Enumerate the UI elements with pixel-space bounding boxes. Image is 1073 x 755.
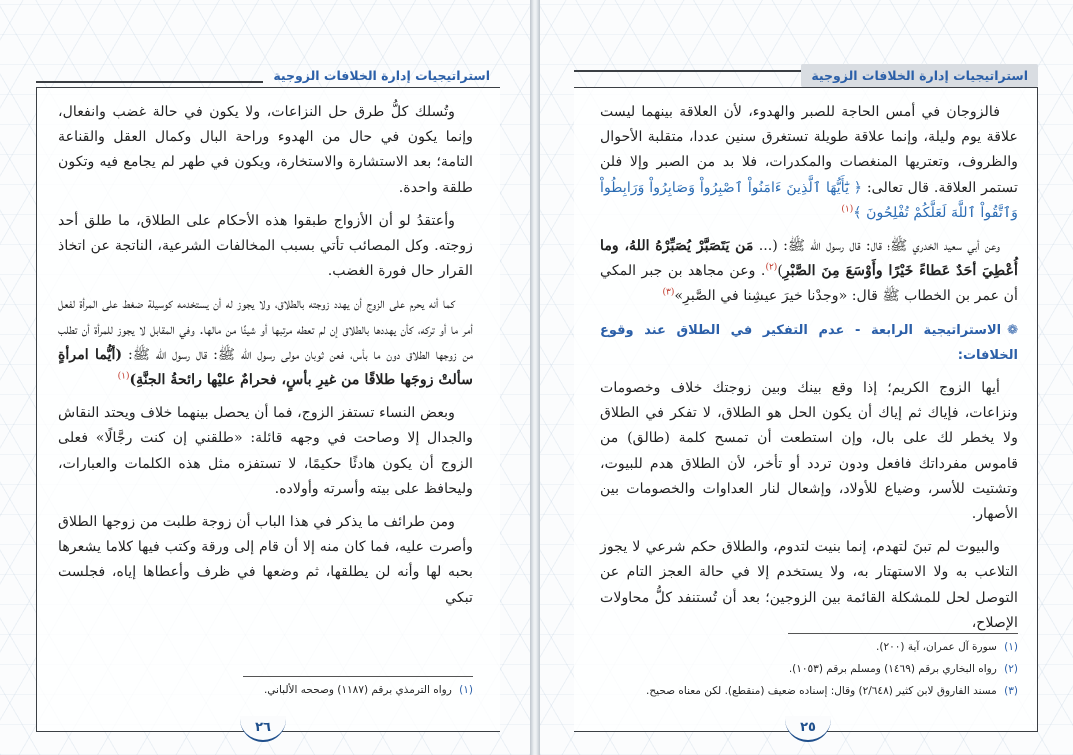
footnote-text: مسند الفاروق لابن كثير (٢/٦٤٨) وقال: إسناده ضعيف (منقطع). لكن معناه صحيح. — [646, 685, 997, 697]
right-page-body — [600, 100, 1018, 644]
right-footnotes — [600, 633, 1018, 702]
footnote-ref[interactable]: (٢) — [765, 262, 778, 273]
paragraph-text: كما أنه يحرم على الزوج أن يهدد زوجته بالطلاق، ولا يجوز له أن يستخدمه كوسيلة ضغط على المرأة لفعل أمر ما أو تركه، كأن يهددها بالطلاق إن لم تعطه مرتبها أو شيئًا من مالها. وفي المقابل لا يجوز للمرأة أن تطلب من زوجها الطلاق دون ما بأس، فعن ثوبان مولى رسول الله ﷺ: قال رسول الله ﷺ: — [58, 296, 473, 363]
footnote — [600, 636, 1018, 658]
paragraph-text: . وعن مجاهد بن جبر المكي أن عمر بن الخطاب ﷺ قال: «وجدْنا خيرَ عيشِنا في الصَّبرِ» — [600, 263, 1018, 305]
paragraph: أيها الزوج الكريم؛ إذا وقع بينك وبين زوجتك خلاف وخصومات ونزاعات، فإياك ثم إياك أن يكون الحل هو الطلاق، لا تفكر في الطلاق ولا يخطر لك على بال، وإن استطعت أن تمسح كلمة (طالق) من قاموس مفرداتك فافعل ودون تردد أو تأخر، لأن الطلاق هدم للبيوت، وتشتيت للأسر، وضياع للأولاد، وإشعال لنار العداوات والخصومات بين الأصهار. — [600, 380, 1018, 523]
left-footnotes — [58, 676, 473, 701]
header-rule — [36, 81, 263, 83]
footnote-number: (٢) — [1004, 663, 1018, 675]
footnote — [600, 658, 1018, 680]
paragraph-with-hadith — [58, 292, 473, 393]
left-page-header — [36, 62, 500, 88]
footnote-number: (١) — [459, 684, 473, 696]
flower-ornament-icon: ❁ — [1007, 322, 1018, 338]
footnote — [600, 680, 1018, 702]
running-header-title: استراتيجيات إدارة الخلافات الزوجية — [273, 67, 490, 83]
paragraph-with-hadith — [600, 234, 1018, 310]
paragraph: ومن طرائف ما يذكر في هذا الباب أن زوجة طلبت من زوجها الطلاق وأصرت عليه، فما كان منه إلا أن قام إلى ورقة وكتب فيها كلاما يشعرها بحبه لها وأنه لن يطلقها، ثم وضعها في ظرف وأعطاها إياه، فجلست تبكي — [58, 514, 473, 606]
paragraph: وأعتقدُ لو أن الأزواج طبقوا هذه الأحكام على الطلاق، ما طلق أحد زوجته. وكل المصائب تأتي بسبب المخالفات الشرعية، الناتجة عن اتخاذ القرار حال فورة الغضب. — [58, 212, 473, 280]
section-heading — [600, 318, 1018, 368]
footnote-divider — [788, 633, 1018, 634]
header-rule — [574, 70, 830, 72]
paragraph-with-quran — [600, 100, 1018, 226]
page-number: ٢٥ — [785, 716, 831, 742]
running-header-title: استراتيجيات إدارة الخلافات الزوجية — [801, 64, 1038, 87]
footnote-text: رواه الترمذي برقم (١١٨٧) وصححه الألباني. — [263, 684, 452, 696]
paragraph-text: فالزوجان في أمس الحاجة للصبر والهدوء، لأن العلاقة بينهما ليست علاقة يوم وليلة، وإنما علاقة طويلة تستغرق سنين عددا، متقلبة الأحوال والظروف، وتعتريها المنغصات والمكدرات، فلا بد من الصبر وإلا فلن تستمر العلاقة. قال تعالى: — [600, 104, 1018, 196]
footnote-number: (٣) — [1004, 685, 1018, 697]
paragraph-text: وعن أبي سعيد الخدري ﷺ؛ قال: قال رسول الله ﷺ: (... — [753, 238, 1000, 255]
paragraph-text: ) — [777, 263, 783, 280]
footnote-number: (١) — [1004, 641, 1018, 653]
quran-verse: ﴿ يَٰٓأَيُّهَا ٱلَّذِينَ ءَامَنُواْ ٱصْبِرُواْ وَصَابِرُواْ وَرَابِطُواْ وَٱتَّقُواْ ٱللَّهَ لَعَلَّكُمْ تُفْلِحُونَ ﴾ — [600, 179, 1018, 221]
paragraph: والبيوت لم تبنَ لتهدم، إنما بنيت لتدوم، والطلاق حكم شرعي لا يجوز التلاعب به ولا الاستهتار به، ولا يستخدم إلا في حالة العجز التام عن التوصل لحل للمشكلة القائمة بين الزوجين؛ بعد أن تُستنفد كلُّ محاولات الإصلاح، — [600, 539, 1018, 631]
left-page-body — [58, 100, 473, 619]
footnote-ref[interactable]: (١) — [117, 371, 130, 382]
hadith-quote: (أيُّما امرأةٍ سألتْ زوجَها طلاقًا من غيرِ بأسٍ، فحرامٌ عليْها رائحةُ الجنَّةِ) — [58, 346, 473, 389]
footnote-ref[interactable]: (٣) — [662, 287, 675, 298]
hadith-quote: مَن يَتَصَبَّرْ يُصَبِّرْهُ اللهُ، وما أُعْطِيَ أحَدٌ عَطاءً خَيْرًا وأَوْسَعَ مِنَ الصَّبْرِ — [600, 238, 1018, 280]
right-page — [540, 0, 1073, 755]
footnote — [58, 679, 473, 701]
page-number: ٢٦ — [240, 716, 286, 742]
paragraph: وبعض النساء تستفز الزوج، فما أن يحصل بينهما خلاف ويحتد النقاش والجدال إلا وصاحت في وجهه قائلة: «طلقني إن كنت رجَّالًا» فعلى الزوج أن يكون هادئًا حكيمًا، لا تستفزه مثل هذه الكلمات والعبارات، وليحافظ على بيته وأسرته وأولاده. — [58, 405, 473, 497]
right-page-header — [811, 62, 1038, 88]
footnote-ref[interactable]: (١) — [841, 204, 854, 215]
book-spine — [530, 0, 540, 755]
section-heading-text: الاستراتيجية الرابعة - عدم التفكير في الطلاق عند وقوع الخلافات: — [600, 322, 1018, 363]
footnote-divider — [243, 676, 473, 677]
footnote-text: رواه البخاري برقم (١٤٦٩) ومسلم برقم (١٠٥٣). — [788, 663, 997, 675]
paragraph: وتُسلك كلُّ طرق حل النزاعات، ولا يكون في حالة غضب وانفعال، وإنما يكون في حال من الهدوء وراحة البال وكمال العقل والقناعة التامة؛ بعد الاستشارة والاستخارة، ويكون في طهر لم يجامع فيه وتكون طلقة واحدة. — [58, 104, 473, 196]
left-page — [0, 0, 530, 755]
footnote-text: سورة آل عمران، آية (٢٠٠). — [876, 641, 997, 653]
